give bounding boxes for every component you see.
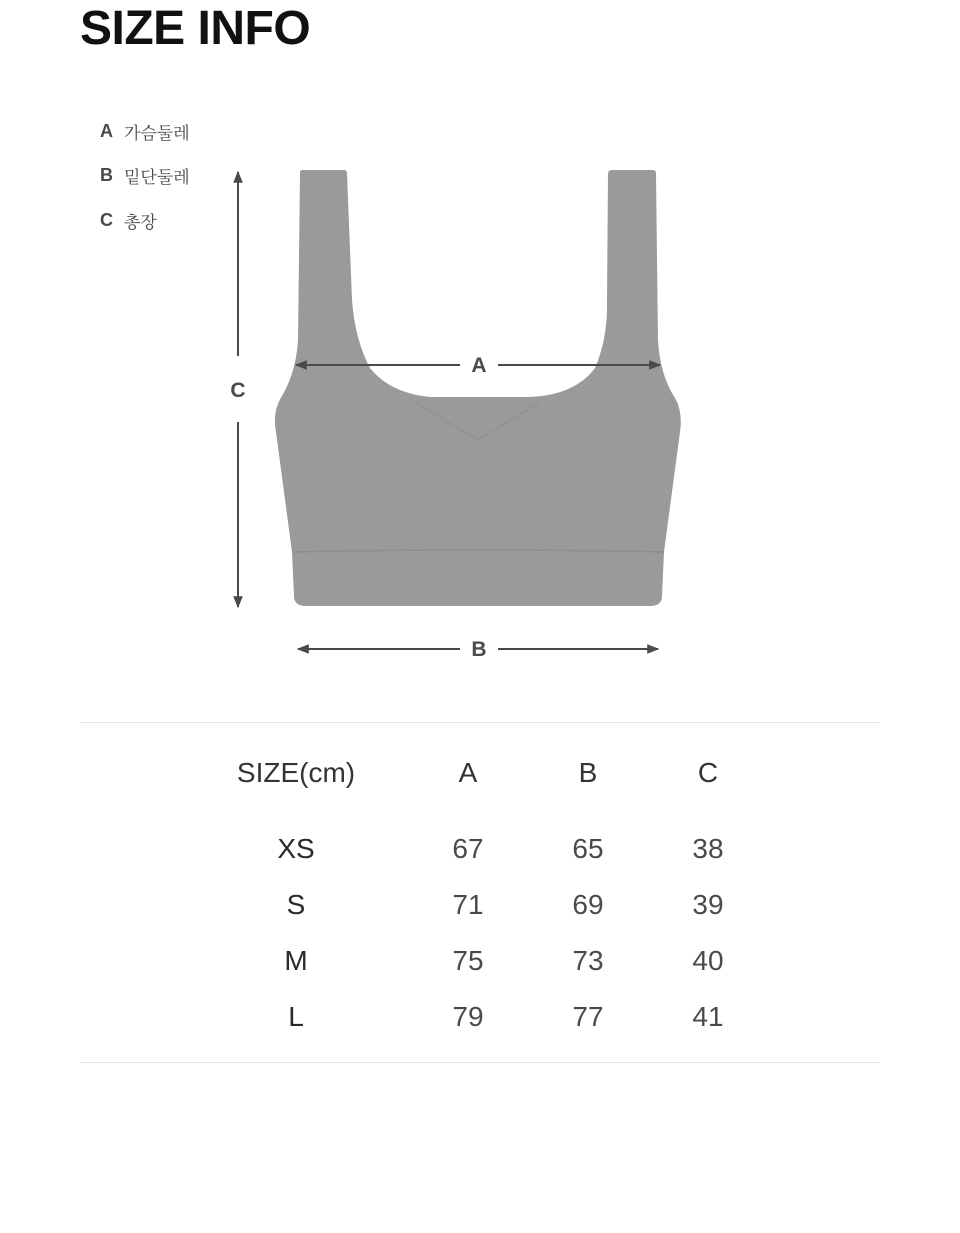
- measure-b: [298, 638, 658, 661]
- legend-key: C: [100, 209, 113, 230]
- row-c: 38: [692, 833, 724, 864]
- header-a: A: [458, 757, 478, 788]
- size-table: [0, 745, 960, 1045]
- legend-label: 총장: [124, 212, 157, 233]
- row-size: L: [288, 1001, 304, 1032]
- row-a: 67: [452, 833, 484, 864]
- legend-label: 가슴둘레: [124, 123, 190, 144]
- legend-key: B: [100, 165, 113, 185]
- header-size: SIZE(cm): [236, 757, 356, 788]
- header-b: B: [578, 757, 598, 788]
- measure-c: [230, 172, 245, 607]
- row-a: 71: [452, 889, 484, 920]
- row-b: 77: [572, 1001, 604, 1032]
- header-c: C: [697, 757, 719, 788]
- row-b: 73: [572, 945, 604, 976]
- row-c: 40: [692, 945, 724, 976]
- row-size: XS: [277, 833, 315, 864]
- legend-key: A: [100, 120, 113, 141]
- sports-bra-illustration: [275, 170, 681, 606]
- table-row: [0, 821, 960, 877]
- row-c: 39: [692, 889, 724, 920]
- legend-label: 밑단둘레: [124, 168, 190, 188]
- table-row: [0, 933, 960, 989]
- measure-label-b: B: [471, 638, 487, 661]
- table-row: [0, 877, 960, 933]
- measure-label-c: C: [230, 379, 246, 402]
- row-c: 41: [692, 1001, 724, 1032]
- row-b: 65: [572, 833, 604, 864]
- row-b: 69: [572, 889, 604, 920]
- page-title: SIZE INFO: [80, 2, 311, 55]
- row-a: 79: [452, 1001, 484, 1032]
- table-row: [0, 989, 960, 1045]
- row-size: S: [286, 889, 306, 920]
- table-header-row: [0, 745, 960, 821]
- row-size: M: [284, 945, 308, 976]
- row-a: 75: [452, 945, 484, 976]
- measure-label-a: A: [471, 354, 487, 377]
- table-top-divider: [80, 722, 880, 723]
- table-bottom-divider: [80, 1062, 880, 1063]
- garment-body: [275, 170, 681, 606]
